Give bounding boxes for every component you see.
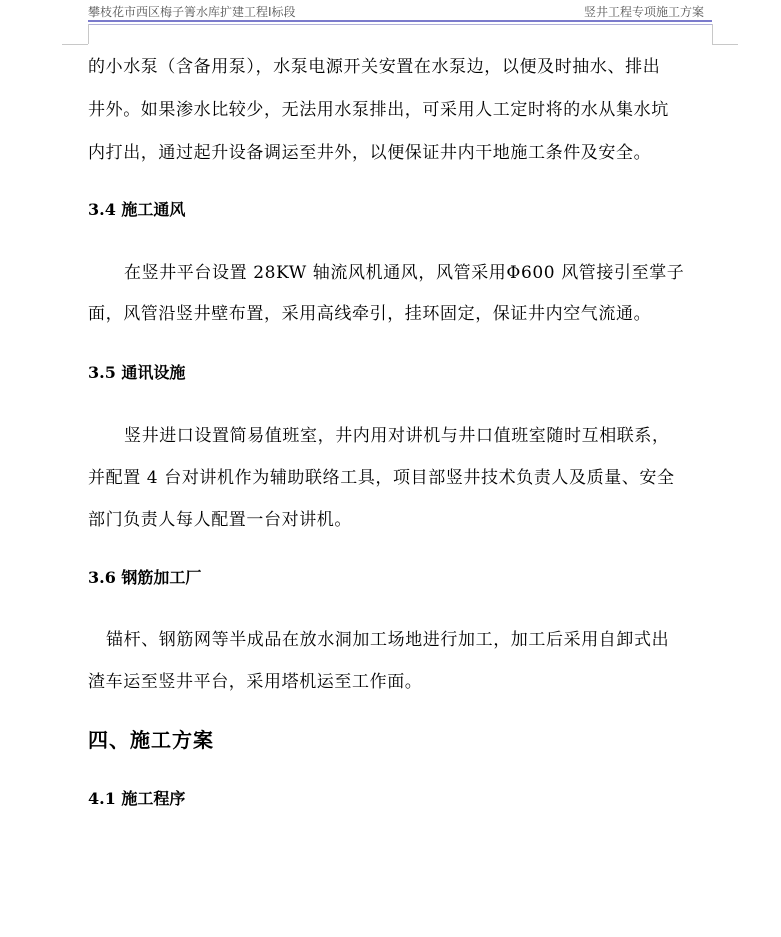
section-heading-4-1: 4.1 施工程序 [88,789,186,808]
page-header [0,0,781,44]
crop-mark-right-h [712,44,738,45]
paragraph-line: 并配置 4 台对讲机作为辅助联络工具，项目部竖井技术负责人及质量、安全 [88,468,675,488]
paragraph-line: 内打出，通过起升设备调运至井外，以便保证井内干地施工条件及安全。 [88,143,652,163]
header-rule-thin [88,24,712,25]
section-heading-3-4: 3.4 施工通风 [88,200,186,219]
crop-mark-left-h [62,44,88,45]
crop-mark-right-v [712,24,713,44]
paragraph-line: 部门负责人每人配置一台对讲机。 [88,510,352,530]
header-document-title: 竖井工程专项施工方案 [584,5,705,19]
crop-mark-left-v [88,24,89,44]
paragraph-line: 井外。如果渗水比较少，无法用水泵排出，可采用人工定时将的水从集水坑 [88,100,669,120]
paragraph-line: 在竖井平台设置 28KW 轴流风机通风，风管采用Φ600 风管接引至掌子 [124,263,685,283]
section-heading-3-6: 3.6 钢筋加工厂 [88,568,202,587]
chapter-heading-4: 四、施工方案 [88,728,214,752]
header-project-title: 攀枝花市西区梅子箐水库扩建工程Ⅰ标段 [88,5,296,19]
paragraph-line: 锚杆、钢筋网等半成品在放水洞加工场地进行加工，加工后采用自卸式出 [106,630,670,650]
paragraph-line: 渣车运至竖井平台，采用塔机运至工作面。 [88,672,423,692]
header-rule [88,20,712,22]
paragraph-line: 面，风管沿竖井壁布置，采用高线牵引，挂环固定，保证井内空气流通。 [88,304,652,324]
section-heading-3-5: 3.5 通讯设施 [88,363,186,382]
paragraph-line: 竖井进口设置简易值班室，井内用对讲机与井口值班室随时互相联系， [124,426,670,446]
paragraph-line: 的小水泵（含备用泵），水泵电源开关安置在水泵边，以便及时抽水、排出 [88,57,661,77]
